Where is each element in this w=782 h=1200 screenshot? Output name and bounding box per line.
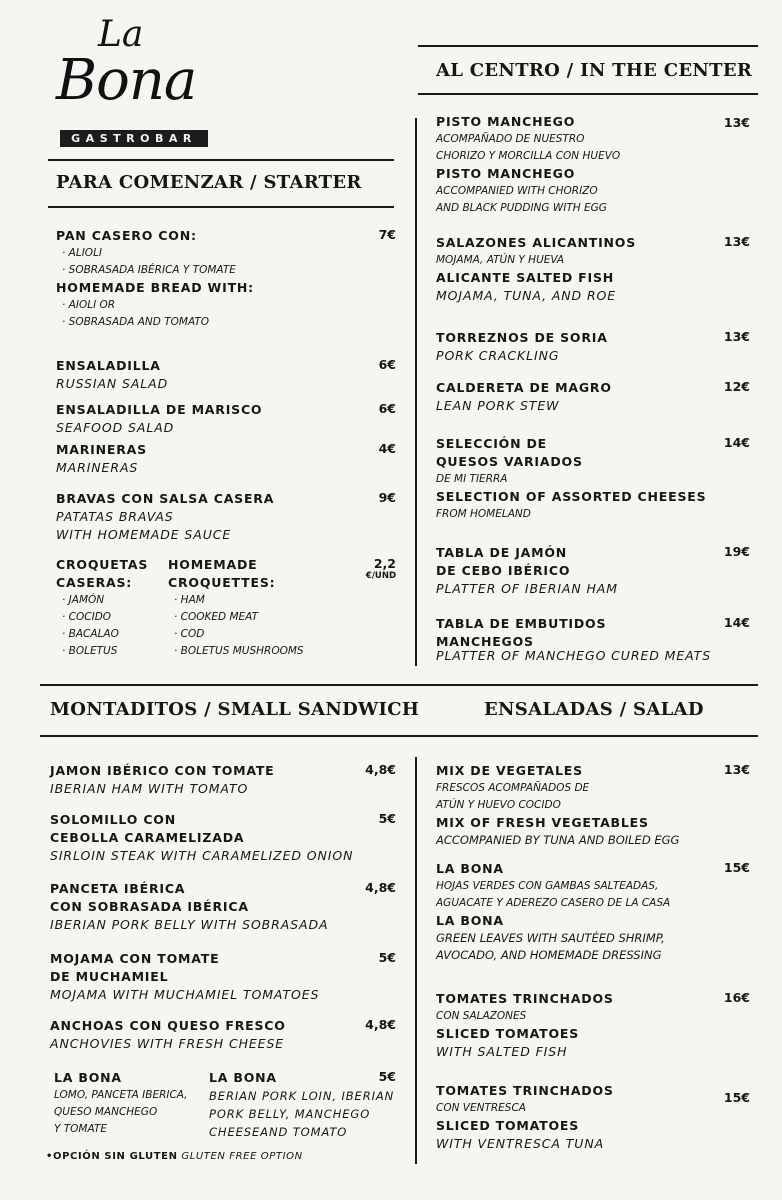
menu-item-anchoas: ANCHOAS CON QUESO FRESCO ANCHOVIES WITH FRESH CHEESE [50, 1018, 286, 1051]
section-title-starter: PARA COMENZAR / STARTER [56, 172, 362, 193]
price-ensaladilla-marisco: 6€ [378, 401, 396, 416]
section-title-sandwich: MONTADITOS / SMALL SANDWICH [50, 699, 420, 720]
gluten-free-note: •OPCIÓN SIN GLUTEN GLUTEN FREE OPTION [46, 1151, 303, 1162]
price-caldereta: 12€ [723, 379, 750, 394]
menu-item-salazones: SALAZONES ALICANTINOS MOJAMA, ATÚN Y HUEVA ALICANTE SALTED FISH MOJAMA, TUNA, AND ROE [436, 235, 637, 303]
price-panceta: 4,8€ [365, 880, 396, 895]
menu-item-quesos: SELECCIÓN DE QUESOS VARIADOS DE MI TIERRA SELECTION OF ASSORTED CHEESES FROM HOMELAND [436, 436, 707, 520]
center-divider [415, 118, 417, 666]
menu-item-tabla-jamon: TABLA DE JAMÓN DE CEBO IBÉRICO PLATTER OF IBERIAN HAM [436, 545, 618, 596]
menu-item-ensaladilla: ENSALADILLA RUSSIAN SALAD [56, 358, 169, 391]
price-tomates-salazones: 16€ [723, 990, 750, 1005]
salad-divider [415, 757, 417, 1164]
price-torreznos: 13€ [723, 329, 750, 344]
menu-item-croquettes-en: HOMEMADE CROQUETTES: · HAM · COOKED MEAT · COD · BOLETUS MUSHROOMS [168, 557, 304, 657]
price-anchoas: 4,8€ [365, 1017, 396, 1032]
price-pisto: 13€ [723, 115, 750, 130]
menu-item-caldereta: CALDERETA DE MAGRO LEAN PORK STEW [436, 380, 612, 413]
menu-item-la-bona-salad: LA BONA HOJAS VERDES CON GAMBAS SALTEADAS, AGUACATE Y ADEREZO CASERO DE LA CASA LA BONA GREEN LEAVES WITH SAUTÉED SHRIMP, AVOCADO, AND HOMEMADE DRESSING [436, 861, 671, 962]
price-pan-casero: 7€ [378, 227, 396, 242]
price-salazones: 13€ [723, 234, 750, 249]
starter-top-rule [48, 159, 394, 161]
starter-bottom-rule [48, 206, 394, 208]
menu-item-ensaladilla-marisco: ENSALADILLA DE MARISCO SEAFOOD SALAD [56, 402, 263, 435]
menu-item-tabla-embutidos: TABLA DE EMBUTIDOS MANCHEGOS PLATTER OF MANCHEGO CURED MEATS [436, 616, 712, 663]
menu-item-la-bona-sandwich-en: LA BONA BERIAN PORK LOIN, IBERIAN PORK BELLY, MANCHEGO CHEESEAND TOMATO [209, 1070, 395, 1139]
menu-item-solomillo: SOLOMILLO CON CEBOLLA CARAMELIZADA SIRLOIN STEAK WITH CARAMELIZED ONION [50, 812, 354, 863]
price-mix-vegetales: 13€ [723, 762, 750, 777]
logo-gastrobar: GASTROBAR [60, 130, 208, 147]
center-top-rule [418, 45, 758, 47]
center-bottom-rule [418, 93, 758, 95]
section-title-center: AL CENTRO / IN THE CENTER [436, 60, 753, 81]
menu-item-mojama: MOJAMA CON TOMATE DE MUCHAMIEL MOJAMA WITH MUCHAMIEL TOMATOES [50, 951, 320, 1002]
logo-bona: Bona [56, 48, 197, 113]
middle-top-rule [40, 684, 758, 686]
price-mojama: 5€ [378, 950, 396, 965]
price-croquetas: 2,2 €/UND [365, 556, 396, 581]
price-tabla-jamon: 19€ [723, 544, 750, 559]
menu-item-jamon-iberico: JAMON IBÉRICO CON TOMATE IBERIAN HAM WITH TOMATO [50, 763, 275, 796]
price-solomillo: 5€ [378, 811, 396, 826]
price-marineras: 4€ [378, 441, 396, 456]
menu-item-marineras: MARINERAS MARINERAS [56, 442, 147, 475]
price-tabla-embutidos: 14€ [723, 615, 750, 630]
price-la-bona-salad: 15€ [723, 860, 750, 875]
price-bravas: 9€ [378, 490, 396, 505]
price-tomates-ventresca: 15€ [723, 1090, 750, 1105]
menu-item-torreznos: TORREZNOS DE SORIA PORK CRACKLING [436, 330, 608, 363]
menu-item-pisto: PISTO MANCHEGO ACOMPAÑADO DE NUESTRO CHORIZO Y MORCILLA CON HUEVO PISTO MANCHEGO ACCOMPANIED WITH CHORIZO AND BLACK PUDDING WITH EGG [436, 114, 621, 214]
price-jamon-iberico: 4,8€ [365, 762, 396, 777]
menu-item-la-bona-sandwich-es: LA BONA LOMO, PANCETA IBERICA, QUESO MANCHEGO Y TOMATE [54, 1070, 188, 1135]
menu-item-tomates-ventresca: TOMATES TRINCHADOS CON VENTRESCA SLICED TOMATOES WITH VENTRESCA TUNA [436, 1083, 614, 1151]
section-title-salad: ENSALADAS / SALAD [484, 699, 704, 720]
menu-item-pan-casero: PAN CASERO CON: · ALIOLI · SOBRASADA IBÉRICA Y TOMATE HOMEMADE BREAD WITH: · AIOLI OR · SOBRASADA AND TOMATO [56, 228, 254, 328]
menu-item-bravas: BRAVAS CON SALSA CASERA PATATAS BRAVAS WITH HOMEMADE SAUCE [56, 491, 275, 542]
menu-item-tomates-salazones: TOMATES TRINCHADOS CON SALAZONES SLICED TOMATOES WITH SALTED FISH [436, 991, 614, 1059]
menu-item-croquetas: CROQUETAS CASERAS: · JAMÓN · COCIDO · BACALAO · BOLETUS [56, 557, 149, 657]
middle-bottom-rule [40, 735, 758, 737]
price-la-bona-sandwich: 5€ [378, 1069, 396, 1084]
logo-la: La [98, 14, 144, 55]
logo [56, 14, 226, 149]
menu-item-panceta: PANCETA IBÉRICA CON SOBRASADA IBÉRICA IBERIAN PORK BELLY WITH SOBRASADA [50, 881, 329, 932]
price-quesos: 14€ [723, 435, 750, 450]
menu-item-mix-vegetales: MIX DE VEGETALES FRESCOS ACOMPAÑADOS DE ATÚN Y HUEVO COCIDO MIX OF FRESH VEGETABLES ACCOMPANIED BY TUNA AND BOILED EGG [436, 763, 680, 847]
price-ensaladilla: 6€ [378, 357, 396, 372]
